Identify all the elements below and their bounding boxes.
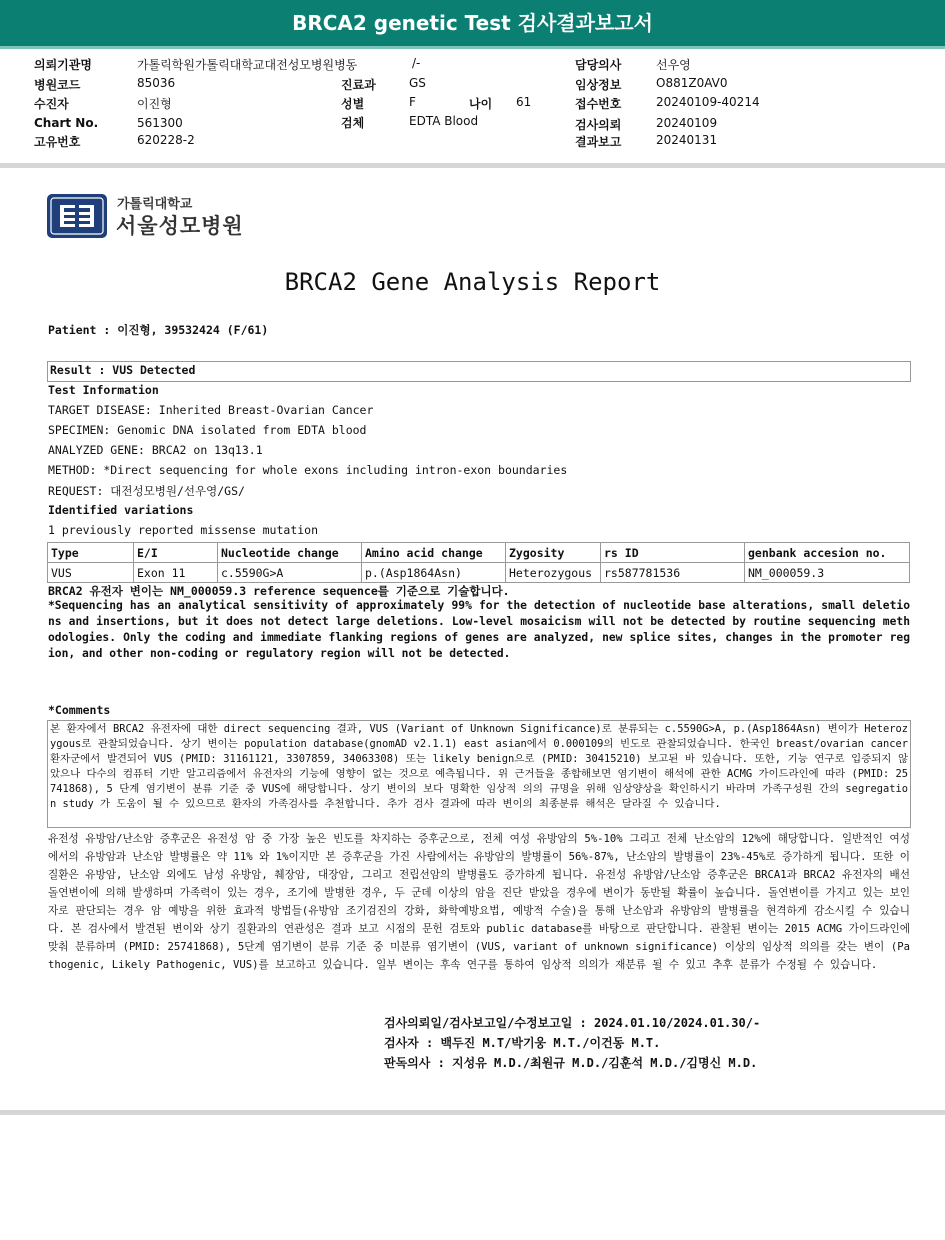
logo-text-hospital: 서울성모병원 — [116, 214, 244, 238]
age-value: 61 — [516, 95, 532, 109]
comments-body: 유전성 유방암/난소암 증후군은 유전성 암 중 가장 높은 빈도를 차지하는 증후군으로, 전체 여성 유방암의 5%-10% 그리고 전체 난소암의 12%에 해당합니다. 일반적인 여성에서의 유방암과 난소암 발병률은 약 11% 와 1%이지만 본 증후군을 가진 사람에서는 유방암의 발병률이 56%-87%, 난소암의 발병률이 23%-45%로 증가하게 됩니다. 또한 이 질환은 유방암, 난소암 외에도 남성 유방암, 췌장암, 대장암, 그리고 전립선암의 발병률도 증가하게 됩니다. 유전성 유방암/난소암 증후군은 BRCA1과 BRCA2 유전자의 배선 돌연변이에 의해 발생하며 가족력이 있는 경우, 조기에 발병한 경우, 두 군데 이상의 암을 진단 받았을 경우에 변이가 동반될 확률이 높습니다. 돌연변이를 가지고 있는 보인자로 판단되는 경우 암 예방을 위한 효과적 방법들(유방암 조기검진의 강화, 화학예방요법, 예방적 수술)을 통해 난소암과 유방암의 발병률을 현격하게 감소시킬 수 있습니다. 본 검사에서 발견된 변이와 상기 질환과의 연관성은 결과 보고 시점의 문헌 검토와 public database를 바탕으로 판단합니다. 관찰된 변이는 2015 ACMG 가이드라인에 맞춰 분류하며 (PMID: 25741868), 5단계 염기변이 분류 기준 중 미분류 염기변이 (VUS, variant of unknown significance) 이상의 임상적 의의를 갖는 변이 (Pathogenic, Likely Pathogenic, VUS)를 보고하고 있습니다. 일부 변이는 후속 연구를 통하여 임상적 의의가 재분류 될 수 있고 추후 분류가 수정될 수 있습니다. — [48, 833, 910, 971]
report-date-label: 결과보고 — [575, 135, 622, 149]
hospital-code-label: 병원코드 — [34, 78, 81, 92]
cell-type: VUS — [48, 563, 134, 583]
cell-genbank: NM_000059.3 — [745, 563, 910, 583]
chart-value: 561300 — [137, 116, 183, 130]
doctor-label: 담당의사 — [575, 58, 622, 72]
sex-label: 성별 — [341, 97, 365, 111]
report-date-value: 20240131 — [656, 133, 718, 147]
col-rsid: rs ID — [601, 543, 745, 563]
cell-exon: Exon 11 — [134, 563, 218, 583]
receipt-label: 접수번호 — [575, 97, 622, 111]
col-zygosity: Zygosity — [506, 543, 601, 563]
signoff-technicians: 검사자 : 백두진 M.T/박기웅 M.T./이건동 M.T. — [384, 1036, 661, 1050]
doctor-value: 선우영 — [656, 58, 691, 72]
report-title-bar — [0, 0, 945, 46]
request-date-value: 20240109 — [656, 116, 718, 130]
variant-table — [47, 542, 910, 583]
comments-heading: *Comments — [48, 703, 111, 717]
col-amino-acid: Amino acid change — [362, 543, 506, 563]
footer-separator — [0, 1110, 945, 1115]
reference-note: BRCA2 유전자 변이는 NM_000059.3 reference sequence를 기준으로 기술합니다. — [48, 584, 510, 598]
signoff-dates: 검사의뢰일/검사보고일/수정보고일 : 2024.01.10/2024.01.30/- — [384, 1016, 761, 1030]
ward-value: /- — [412, 56, 421, 70]
sensitivity-note: *Sequencing has an analytical sensitivity of approximately 99% for the detection of nucleotide base alterations, small deletions and insertions, but it does not detect large deletions. Low-level mosaicism will not be detected by routine sequencing methodologies. Only the coding and immediate flanking regions of genes are analyzed, new splice sites, changes in the promoter region, and other non-coding or regulatory region will not be detected. — [48, 599, 910, 660]
col-genbank: genbank accesion no. — [745, 543, 910, 563]
dept-label: 진료과 — [341, 78, 376, 92]
col-exon: E/I — [134, 543, 218, 563]
specimen-label: 검체 — [341, 116, 365, 130]
report-heading: BRCA2 Gene Analysis Report — [284, 268, 661, 296]
receipt-value: 20240109-40214 — [656, 95, 760, 109]
specimen-line: SPECIMEN: Genomic DNA isolated from EDTA blood — [48, 423, 367, 437]
hospital-logo-emblem — [46, 193, 108, 239]
signoff-physicians: 판독의사 : 지성유 M.D./최원규 M.D./김훈석 M.D./김명신 M.D. — [384, 1056, 758, 1070]
cell-zygosity: Heterozygous — [506, 563, 601, 583]
cell-rsid: rs587781536 — [601, 563, 745, 583]
chart-label: Chart No. — [34, 116, 99, 130]
age-label: 나이 — [469, 97, 493, 111]
clinical-value: O881Z0AV0 — [656, 76, 728, 90]
institution-value: 가톨릭학원가톨릭대학교대전성모병원병동 — [137, 58, 358, 72]
patient-value: 이진형 — [137, 97, 172, 111]
institution-label: 의뢰기관명 — [34, 58, 92, 72]
table-header-row — [48, 543, 910, 563]
hospital-code-value: 85036 — [137, 76, 176, 90]
analyzed-gene: ANALYZED GENE: BRCA2 on 13q13.1 — [48, 443, 263, 457]
request-line: REQUEST: 대전성모병원/선우영/GS/ — [48, 484, 245, 498]
table-row — [48, 563, 910, 583]
unique-value: 620228-2 — [137, 133, 195, 147]
target-disease: TARGET DISEASE: Inherited Breast-Ovarian Cancer — [48, 403, 374, 417]
clinical-label: 임상정보 — [575, 78, 622, 92]
method-line: METHOD: *Direct sequencing for whole exons including intron-exon boundaries — [48, 463, 568, 477]
patient-label: 수진자 — [34, 97, 69, 111]
cell-amino-acid: p.(Asp1864Asn) — [362, 563, 506, 583]
title-underline — [0, 46, 945, 49]
unique-label: 고유번호 — [34, 135, 81, 149]
cell-nucleotide: c.5590G>A — [218, 563, 362, 583]
comments-box-text: 본 환자에서 BRCA2 유전자에 대한 direct sequencing 결과, VUS (Variant of Unknown Significance)로 분류되는 c.5590G>A, p.(Asp1864Asn) 변이가 Heterozygous로 관찰되었습니다. 상기 변이는 population database(gnomAD v2.1.1) east asian에서 0.000109의 빈도로 관찰되었습니다. 한국인 breast/ovarian cancer 환자군에서 발견되어 VUS (PMID: 31161121, 3307859, 34063308) 또는 likely benign으로 (PMID: 30415210) 보고된 바 있습니다. 또한, 기능 연구로 입증되지 않았으나 다수의 컴퓨터 기반 알고리즘에서 유전자의 기능에 영향이 없는 것으로 예측됩니다. 위 근거들을 종합해보면 염기변이 해석에 관한 ACMG 가이드라인에 따라 (PMID: 25741868), 5 단계 염기변이 분류 기준 중 VUS에 해당합니다. 상기 변이의 보다 명확한 임상적 의의 규명을 위해 임상양상을 확인하시기 바라며 가족구성원 간의 segregation study 가 도움이 될 수 있으므로 환자의 가족검사를 추천합니다. 추가 검사 결과에 따라 변이의 최종분류 해석은 달라질 수 있습니다. — [50, 723, 908, 810]
identified-heading: Identified variations — [48, 503, 194, 517]
identified-summary: 1 previously reported missense mutation — [48, 523, 319, 537]
logo-text-university: 가톨릭대학교 — [117, 197, 193, 212]
test-info-heading: Test Information — [48, 383, 159, 397]
result-line: Result : VUS Detected — [50, 363, 196, 377]
dept-value: GS — [409, 76, 426, 90]
header-separator — [0, 163, 945, 168]
sex-value: F — [409, 95, 416, 109]
window-title: BRCA2 genetic Test 검사결과보고서 — [292, 11, 653, 35]
col-nucleotide: Nucleotide change — [218, 543, 362, 563]
col-type: Type — [48, 543, 134, 563]
specimen-value: EDTA Blood — [409, 114, 479, 128]
request-date-label: 검사의뢰 — [575, 118, 622, 132]
patient-line: Patient : 이진형, 39532424 (F/61) — [48, 323, 269, 337]
